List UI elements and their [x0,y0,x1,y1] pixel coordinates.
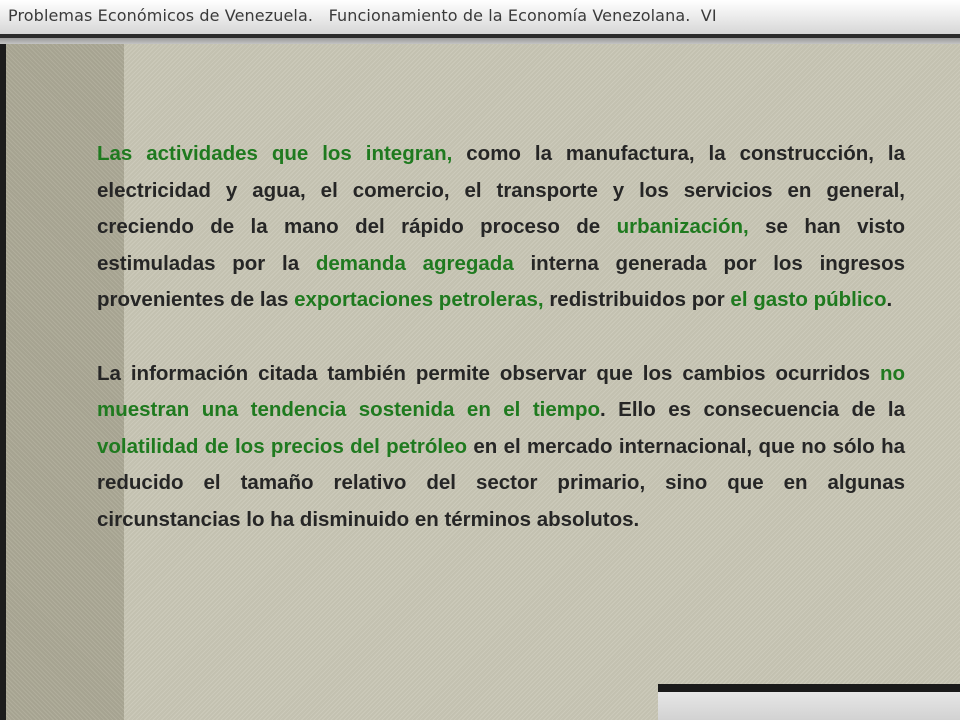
text-segment: se han visto estimuladas por la [97,215,905,275]
text-segment: como la manufactura, la construcción, la electricidad y agua, el comercio, el transporte y los servicios en general, creciendo de la mano del rápido proceso de [97,142,906,239]
text-segment: La información citada también permite observar que los cambios ocurridos [97,361,880,385]
slide-body [97,136,905,539]
bottom-right-light-bar [658,692,960,720]
text-segment: urbanización, [616,215,749,239]
text-segment: el gasto público [730,288,887,312]
text-segment: exportaciones petroleras, [294,288,544,312]
text-segment: volatilidad de los precios del petróleo [97,434,468,458]
text-segment: no muestran una tendencia sostenida en el tiempo [97,361,905,422]
text-segment: redistribuidos por [543,288,731,312]
text-segment: . Ello es consecuencia de la [600,398,905,422]
title-bar [0,0,960,34]
text-segment: demanda agregada [315,251,514,275]
text-segment: en el mercado internacional, que no sólo ha reducido el tamaño relativo del sector primario, sino que en algunas circunstancias lo ha disminuido en términos absolutos. [97,434,906,531]
text-segment: interna generada por los ingresos provenientes de las [97,251,906,312]
paragraph-1 [97,136,905,319]
text-segment: . [886,288,893,312]
bottom-right-dark-bar [658,684,960,692]
paragraph-2 [97,356,905,539]
text-segment: Las actividades que los integran, [97,142,453,165]
slide-header-title: Problemas Económicos de Venezuela. Funcionamiento de la Economía Venezolana. VI [8,6,717,25]
